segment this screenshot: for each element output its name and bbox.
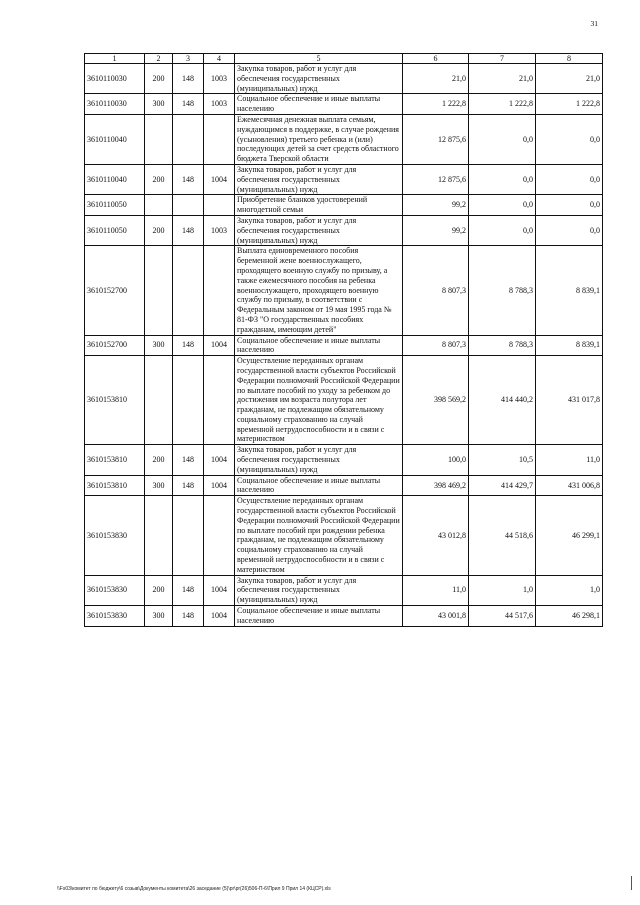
amount-col6-cell: 12 875,6 [403,114,469,164]
description-cell: Закупка товаров, работ и услуг для обеспечения государственных (муниципальных) нужд [235,575,403,605]
section-cell [204,496,235,575]
description-cell: Социальное обеспечение и иные выплаты населению [235,606,403,627]
table-row [85,445,603,475]
section-cell: 1003 [204,215,235,245]
table-row [85,335,603,356]
amount-col7-cell: 1,0 [469,575,536,605]
description-cell: Осуществление переданных органам государственной власти субъектов Российской Федерации полномочий Российской Федерации по выплате пособий по уходу за ребенком до достижения им возраста полутора лет гражданам, не подлежащим обязательному социальному страхованию на случай временной нетрудоспособности и в связи с материнством [235,356,403,445]
amount-col8-cell: 46 299,1 [536,496,603,575]
administrator-cell: 148 [173,94,204,115]
administrator-cell [173,195,204,216]
amount-col6-cell: 99,2 [403,195,469,216]
expense-type-cell: 300 [145,606,173,627]
amount-col6-cell: 43 012,8 [403,496,469,575]
description-cell: Осуществление переданных органам государственной власти субъектов Российской Федерации полномочий Российской Федерации по выплате пособий при рождении ребенка гражданам, не подлежащим обязательному социальному страхованию на случай временной нетрудоспособности и в связи с материнством [235,496,403,575]
expense-type-cell: 300 [145,94,173,115]
amount-col7-cell: 10,5 [469,445,536,475]
table-row [85,496,603,575]
amount-col7-cell: 44 518,6 [469,496,536,575]
section-cell: 1003 [204,94,235,115]
expense-type-cell [145,246,173,335]
administrator-cell [173,356,204,445]
table-row [85,94,603,115]
amount-col7-cell: 0,0 [469,215,536,245]
amount-col7-cell: 1 222,8 [469,94,536,115]
section-cell: 1004 [204,606,235,627]
budget-code-cell: 3610153810 [85,356,145,445]
table-row [85,575,603,605]
header-cell: 8 [536,54,603,64]
amount-col8-cell: 1,0 [536,575,603,605]
expense-type-cell: 300 [145,475,173,496]
expense-type-cell: 200 [145,575,173,605]
expense-type-cell [145,195,173,216]
amount-col8-cell: 0,0 [536,114,603,164]
budget-code-cell: 3610110040 [85,164,145,194]
amount-col8-cell: 0,0 [536,164,603,194]
description-cell: Социальное обеспечение и иные выплаты населению [235,475,403,496]
table-row [85,64,603,94]
amount-col6-cell: 398 469,2 [403,475,469,496]
amount-col6-cell: 43 001,8 [403,606,469,627]
scan-edge-mark [631,876,632,890]
amount-col8-cell: 46 298,1 [536,606,603,627]
expense-type-cell: 200 [145,64,173,94]
budget-code-cell: 3610110040 [85,114,145,164]
expense-type-cell [145,496,173,575]
administrator-cell: 148 [173,335,204,356]
amount-col6-cell: 21,0 [403,64,469,94]
header-cell: 2 [145,54,173,64]
file-path-footer: \\Fs03\комитет по бюджету\6 созыв\Документы комитета\26 заседание (5)\pr\pr(26)506-П-6\Прил 9 Прил 14 (КЦСР).xls [57,886,331,892]
amount-col8-cell: 1 222,8 [536,94,603,115]
amount-col7-cell: 21,0 [469,64,536,94]
section-cell [204,356,235,445]
table-row [85,606,603,627]
budget-code-cell: 3610153830 [85,606,145,627]
budget-code-cell: 3610110050 [85,215,145,245]
description-cell: Приобретение бланков удостоверений многодетной семьи [235,195,403,216]
description-cell: Закупка товаров, работ и услуг для обеспечения государственных (муниципальных) нужд [235,64,403,94]
page-number: 31 [590,19,598,28]
table-row [85,164,603,194]
amount-col8-cell: 0,0 [536,195,603,216]
section-cell: 1004 [204,335,235,356]
section-cell: 1004 [204,575,235,605]
description-cell: Ежемесячная денежная выплата семьям, нуждающимся в поддержке, в случае рождения (усыновления) третьего ребенка и (или) последующих детей за счет средств областного бюджета Тверской области [235,114,403,164]
amount-col7-cell: 414 440,2 [469,356,536,445]
budget-code-cell: 3610153830 [85,575,145,605]
administrator-cell [173,246,204,335]
amount-col7-cell: 0,0 [469,195,536,216]
section-cell: 1003 [204,64,235,94]
administrator-cell: 148 [173,215,204,245]
section-cell [204,114,235,164]
header-cell: 1 [85,54,145,64]
section-cell: 1004 [204,475,235,496]
budget-code-cell: 3610152700 [85,335,145,356]
amount-col8-cell: 431 006,8 [536,475,603,496]
budget-code-cell: 3610110050 [85,195,145,216]
table-row [85,114,603,164]
expense-type-cell: 200 [145,215,173,245]
expense-type-cell [145,356,173,445]
administrator-cell: 148 [173,445,204,475]
amount-col6-cell: 100,0 [403,445,469,475]
amount-col7-cell: 8 788,3 [469,246,536,335]
description-cell: Социальное обеспечение и иные выплаты населению [235,94,403,115]
description-cell: Выплата единовременного пособия беременной жене военнослужащего, проходящего военную службу по призыву, а также ежемесячного пособия на ребенка военнослужащего, проходящего военную службу по призыву, в соответствии с Федеральным законом от 19 мая 1995 года № 81-ФЗ "О государственных пособиях гражданам, имеющим детей" [235,246,403,335]
section-cell [204,246,235,335]
table-row [85,215,603,245]
amount-col8-cell: 21,0 [536,64,603,94]
amount-col8-cell: 431 017,8 [536,356,603,445]
header-cell: 3 [173,54,204,64]
description-cell: Закупка товаров, работ и услуг для обеспечения государственных (муниципальных) нужд [235,164,403,194]
administrator-cell: 148 [173,475,204,496]
administrator-cell: 148 [173,164,204,194]
expense-type-cell [145,114,173,164]
expense-type-cell: 200 [145,164,173,194]
amount-col8-cell: 0,0 [536,215,603,245]
budget-code-cell: 3610110030 [85,64,145,94]
expense-type-cell: 200 [145,445,173,475]
budget-code-cell: 3610153810 [85,475,145,496]
budget-code-cell: 3610152700 [85,246,145,335]
administrator-cell [173,496,204,575]
description-cell: Закупка товаров, работ и услуг для обеспечения государственных (муниципальных) нужд [235,445,403,475]
description-cell: Социальное обеспечение и иные выплаты населению [235,335,403,356]
section-cell [204,195,235,216]
table-row [85,356,603,445]
amount-col6-cell: 8 807,3 [403,335,469,356]
amount-col8-cell: 11,0 [536,445,603,475]
amount-col8-cell: 8 839,1 [536,246,603,335]
administrator-cell: 148 [173,575,204,605]
amount-col7-cell: 8 788,3 [469,335,536,356]
amount-col6-cell: 398 569,2 [403,356,469,445]
amount-col7-cell: 0,0 [469,114,536,164]
amount-col6-cell: 99,2 [403,215,469,245]
table-row [85,246,603,335]
amount-col8-cell: 8 839,1 [536,335,603,356]
amount-col7-cell: 0,0 [469,164,536,194]
header-cell: 4 [204,54,235,64]
amount-col7-cell: 44 517,6 [469,606,536,627]
table-row [85,475,603,496]
budget-code-cell: 3610110030 [85,94,145,115]
expense-type-cell: 300 [145,335,173,356]
budget-code-cell: 3610153810 [85,445,145,475]
amount-col7-cell: 414 429,7 [469,475,536,496]
section-cell: 1004 [204,164,235,194]
administrator-cell: 148 [173,606,204,627]
amount-col6-cell: 1 222,8 [403,94,469,115]
description-cell: Закупка товаров, работ и услуг для обеспечения государственных (муниципальных) нужд [235,215,403,245]
administrator-cell [173,114,204,164]
table-header-row [85,54,603,64]
header-cell: 6 [403,54,469,64]
budget-table [84,53,603,627]
amount-col6-cell: 8 807,3 [403,246,469,335]
section-cell: 1004 [204,445,235,475]
administrator-cell: 148 [173,64,204,94]
budget-code-cell: 3610153830 [85,496,145,575]
table-row [85,195,603,216]
amount-col6-cell: 12 875,6 [403,164,469,194]
header-cell: 5 [235,54,403,64]
header-cell: 7 [469,54,536,64]
amount-col6-cell: 11,0 [403,575,469,605]
